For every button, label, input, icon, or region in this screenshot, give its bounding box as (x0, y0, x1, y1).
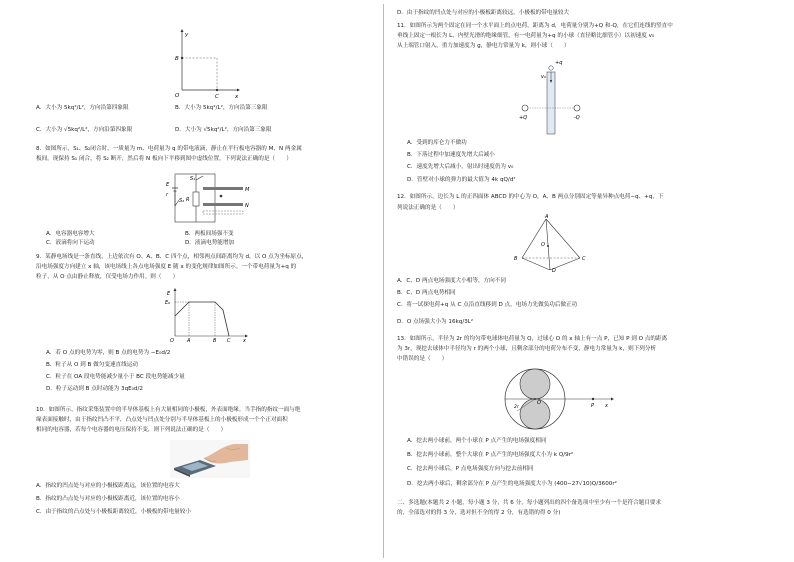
right-column (397, 0, 794, 562)
q9-graph-figure (165, 288, 250, 343)
q12-option-d: D．O 点场强大小为 16kq/3L² (397, 319, 474, 325)
q13-stem-2: 为 3r，现挖去球体中半径均为 r 的两个小球，且剩余部分的电荷分布不变，静电力常量为 k，则下列分析 (397, 346, 657, 352)
q12-stem-2: 列说法正确的是（ ） (397, 205, 459, 211)
q8-option-d: D．液滴电势能增加 (185, 240, 235, 246)
q11-stem-2: 垂线上固定一根长为 L、内壁光滑的绝缘细管，有一电荷量为+q 的小球（直径略比细管小）以初速度 v₀ (397, 33, 655, 39)
q10-stem-1: 10．如图所示，指纹采集装置中的半导体基板上有大量相同的小极板，外表面绝缘。当手指的指纹一面与绝 (36, 407, 301, 413)
q11-tube-figure (507, 56, 597, 134)
q12-stem-1: 12．如图所示，边长为 L 的正四面体 ABCD 的中心为 O，A、B 两点分别固定等量异种点电荷−q、+q，下 (397, 194, 664, 200)
q12-option-c: C．将一试探电荷+q 从 C 点沿直线移到 D 点，电场力先做负功后做正功 (397, 302, 578, 308)
q9-option-b: B．粒子从 O 到 B 做匀变速直线运动 (46, 362, 138, 368)
q10-fingerprint-scanner-figure (170, 440, 250, 478)
q8-stem-1: 8．如图所示，S₁、S₂闭合时，一质量为 m、电荷量为 q 的带电液滴，静止在平行板电容器的 M、N 两金属 (36, 146, 302, 152)
q13-fig-2r: 2r (514, 405, 519, 410)
q12-fig-A: A (545, 214, 549, 220)
q11-fig-q: +q (555, 60, 563, 66)
q7-figure (165, 28, 240, 100)
q12-tetrahedron-figure (512, 214, 592, 272)
q11-stem-1: 11．如图所示为两个固定在同一个水平面上的点电荷，距离为 d，电荷量分别为+Q 和-Q，在它们连线的竖直中 (397, 23, 673, 29)
q13-option-a: A．挖去两小球前，两个小球在 P 点产生的电场强度相同 (407, 438, 547, 444)
q9-stem-3: 粒子，从 O 点由静止释放，仅受电场力作用。则（ ） (36, 274, 179, 280)
q12-fig-B: B (514, 256, 518, 262)
q11-stem-3: 从上端管口射入，重力加速度为 g，静电力常量为 k，则小球（ ） (397, 43, 570, 49)
q13-option-c: C．挖去两小球后，P 点电场强度方向与挖去前相同 (407, 466, 534, 472)
q10-option-b: B．指纹的凸点处与对应的小极板距离近，该位置的电容小 (36, 496, 180, 502)
q7-fig-B: B (175, 56, 179, 62)
q13-fig-P: P (591, 403, 595, 409)
q8-fig-E: E (166, 182, 170, 188)
section2-heading-2: 的，全部选对的得 3 分，选对但不全的得 2 分，有选错的得 0 分) (397, 510, 561, 516)
q9-fig-x: x (243, 338, 246, 344)
q13-sphere-figure (505, 366, 615, 432)
q9-fig-C: C (227, 338, 231, 344)
q9-fig-B: B (213, 338, 217, 344)
q11-fig-v0: v₀ (541, 74, 546, 80)
q13-fig-x: x (605, 403, 608, 409)
q8-fig-r: r (166, 192, 169, 198)
q7-option-b: B．大小为 5kq²/L²，方向沿第三象限 (175, 105, 268, 111)
q9-fig-E0: E₀ (165, 300, 171, 306)
q8-fig-S1: S₁ (190, 176, 196, 182)
q7-fig-y: y (185, 32, 189, 38)
q9-option-d: D．粒子运动到 B 点时动能为 3qE₀d/2 (46, 386, 143, 392)
q11-option-b: B．下落过程中加速度先增大后减小 (407, 152, 495, 158)
q8-fig-R: R (186, 197, 190, 203)
q11-option-c: C．速度先增大后减小，射出时速度仍为 v₀ (407, 164, 514, 170)
q8-option-a: A．电容器电容增大 (46, 231, 95, 237)
q8-option-c: C．液滴将向下运动 (46, 240, 95, 246)
q10-stem-3: 相同的电容器，若每个电容器的电压保持不变，则下列说法正确的是（ ） (36, 427, 227, 433)
column-divider (383, 4, 384, 558)
q11-fig-Q1: +Q (519, 115, 528, 121)
q7-option-d: D．大小为 √5kq²/L²，方向沿第三象限 (175, 127, 272, 133)
q13-stem-1: 13．如图所示，半径为 2r 的均匀带电球体电荷量为 Q，过球心 O 的 x 轴上有一点 P，已知 P 到 O 点的距离 (397, 336, 668, 342)
q9-option-c: C．粒子在 OA 段电势能减少量小于 BC 段电势能减少量 (46, 374, 185, 380)
q7-option-a: A．大小为 5kq²/L²，方向沿第四象限 (36, 105, 129, 111)
q13-option-d: D．挖去两小球后，剩余部分在 P 点产生的电场强度大小为 (400−27√10)Q/3600r² (407, 481, 617, 487)
q8-circuit-figure (165, 170, 250, 228)
q13-stem-3: 中错误的是（ ） (397, 356, 448, 362)
q9-fig-O: O (170, 338, 174, 344)
q9-stem-2: 沿电场强度方向建立 x 轴，该电场线上各点电场强度 E 随 x 的变化规律如图所示。一个带电荷量为+q 的 (36, 264, 297, 270)
q9-fig-A: A (187, 338, 191, 344)
q12-fig-O: O (541, 242, 545, 248)
q10-option-d: D．由于指纹的凹点处与对应的小极板距离较远，小极板的带电量较大 (397, 10, 570, 16)
q10-option-c: C．由于指纹的凸点处与小极板距离较近，小极板的带电量较小 (36, 509, 191, 515)
q11-option-d: D．管壁对小球的弹力的最大值为 4k qQ/d² (407, 177, 516, 183)
q8-option-b: B．两板间场强不变 (185, 231, 234, 237)
q12-fig-C: C (582, 256, 586, 262)
q8-stem-2: 板间。现保持 S₁ 闭合，将 S₂ 断开，然后将 N 板向下平移到图中虚线位置，下列说法正确的是（ ） (36, 156, 292, 162)
left-column (0, 0, 378, 562)
q12-fig-D: D (552, 268, 556, 274)
q12-option-b: B．C、D 两点电势相同 (397, 290, 456, 296)
q9-stem-1: 9．某静电场线是一条直线，上边依次有 O、A、B、C 四个点，相邻两点间距离均为 d，以 O 点为坐标原点， (36, 254, 308, 260)
section2-heading-1: 二、多选题(本题共 2 小题，每小题 3 分，共 6 分，每小题列出的四个备选项中至少有一个是符合题目要求 (397, 500, 662, 506)
q12-option-a: A．C、D 两点电场强度大小相等，方向不同 (397, 278, 506, 284)
q7-option-c: C．大小为 √5kq²/L²，方向沿第四象限 (36, 127, 133, 133)
q8-fig-S2: S₂ (179, 198, 185, 204)
q7-fig-O: O (175, 93, 180, 99)
q10-option-a: A．指纹的凹点处与对应的小极板距离远，该位置的电容大 (36, 483, 180, 489)
q10-stem-2: 缘表面接触时，由于指纹凹凸不平，凸点处与凹点处分别与半导体基板上的小极板形成一个个正对面积 (36, 417, 288, 423)
q8-fig-N: N (245, 203, 249, 209)
q7-fig-x: x (235, 94, 239, 100)
q11-option-a: A．受到的库仑力不做功 (407, 140, 467, 146)
q7-fig-C: C (215, 94, 219, 100)
q8-fig-M: M (245, 187, 250, 193)
q11-fig-Q2: -Q (574, 115, 580, 121)
q13-option-b: B．挖去两小球前，整个大球在 P 点产生的电场强度大小为 k Q/9r² (407, 452, 574, 458)
q13-fig-O: O (537, 400, 541, 406)
q9-option-a: A．若 O 点的电势为零，则 B 点的电势为 −E₀d/2 (46, 350, 171, 356)
q9-fig-E: E (167, 291, 171, 297)
